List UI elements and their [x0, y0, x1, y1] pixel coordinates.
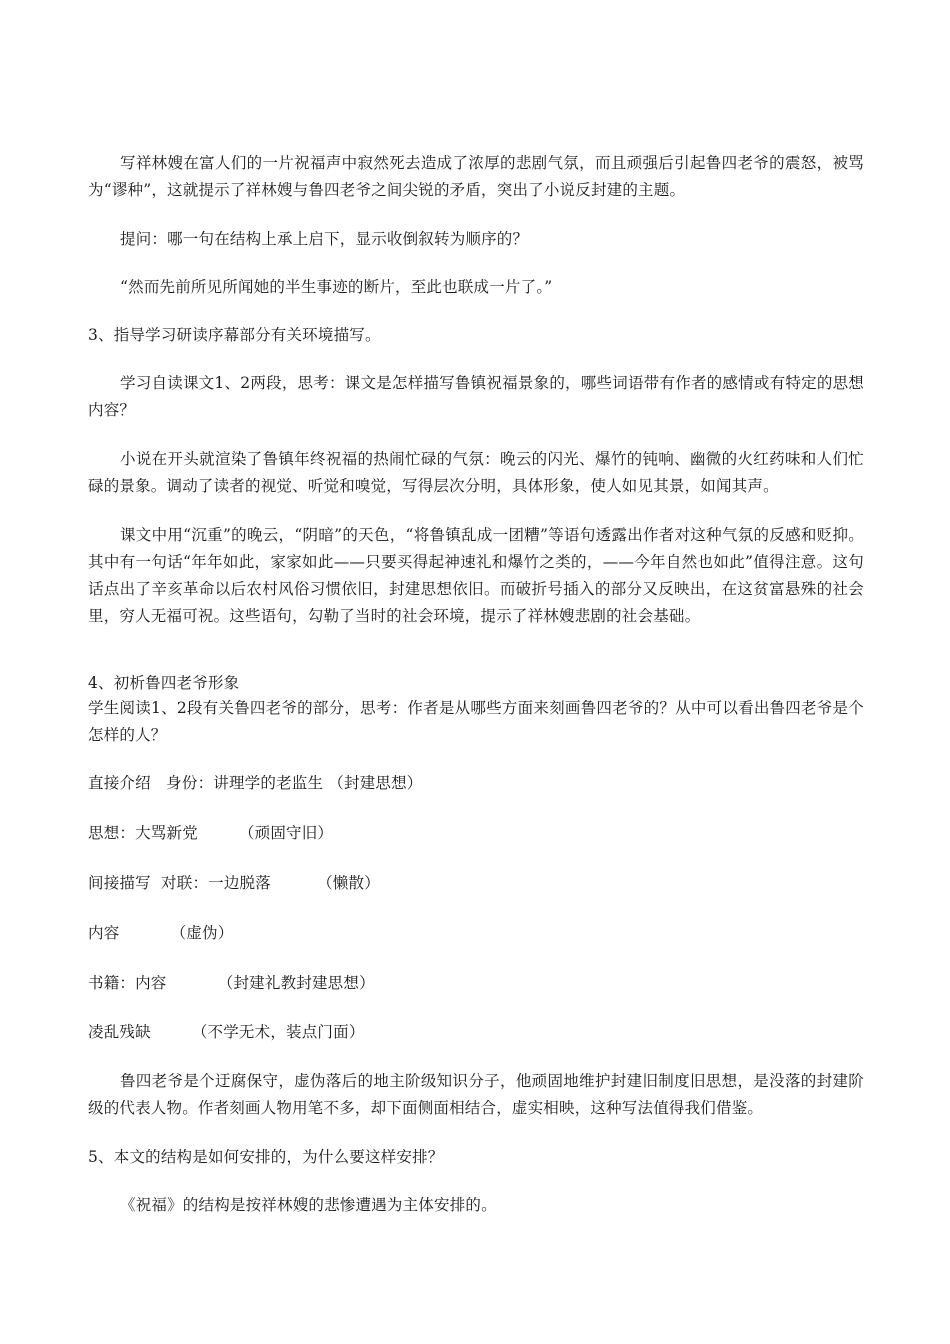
- outline-disorder: 凌乱残缺 （不学无术，装点门面）: [88, 1023, 365, 1041]
- paragraph-character-summary: 鲁四老爷是个迂腐保守，虚伪落后的地主阶级知识分子，他顽固地维护封建旧制度旧思想，是没落的封建阶级的代表人物。作者刻画人物用笔不多，却下面侧面相结合，虚实相映，这种写法值得我们借鉴。: [88, 1072, 864, 1117]
- paragraph-structure-answer: 《祝福》的结构是按祥林嫂的悲惨遭遇为主体安排的。: [120, 1196, 497, 1214]
- paragraph-quote: “然而先前所见所闻她的半生事迹的断片，至此也联成一片了。”: [120, 278, 553, 296]
- outline-indirect-couplet: 间接描写 对联：一边脱落 （懒散）: [88, 874, 380, 892]
- heading-section-5: 5、本文的结构是如何安排的，为什么要这样安排？: [88, 1148, 444, 1166]
- outline-direct-intro: 直接介绍 身份：讲理学的老监生 （封建思想）: [88, 774, 423, 792]
- paragraph-student-reading: 学生阅读1、2段有关鲁四老爷的部分，思考：作者是从哪些方面来刻画鲁四老爷的？从中可以看出鲁四老爷是个怎样的人？: [88, 699, 864, 744]
- paragraph-question-structure: 提问：哪一句在结构上承上启下，显示收倒叙转为顺序的？: [120, 230, 529, 248]
- paragraph-reading-task: 学习自读课文1、2两段，思考：课文是怎样描写鲁镇祝福景象的，哪些词语带有作者的感情或有特定的思想内容？: [88, 374, 864, 419]
- outline-content: 内容 （虚伪）: [88, 924, 234, 942]
- heading-section-3: 3、指导学习研读序幕部分有关环境描写。: [88, 326, 381, 344]
- heading-section-4: 4、初析鲁四老爷形象: [88, 674, 240, 692]
- paragraph-opening-atmosphere: 小说在开头就渲染了鲁镇年终祝福的热闹忙碌的气氛：晚云的闪光、爆竹的钝响、幽微的火红药味和人们忙碌的景象。调动了读者的视觉、听觉和嗅觉，写得层次分明，具体形象，使人如见其景，如闻其声。: [88, 450, 864, 495]
- paragraph-environment-analysis: 课文中用“沉重”的晚云，“阴暗”的天色，“将鲁镇乱成一团糟”等语句透露出作者对这种气氛的反感和贬抑。其中有一句话“年年如此，家家如此——只要买得起神速礼和爆竹之类的，——今年自然也如此”值得注意。这句话点出了辛亥革命以后农村风俗习惯依旧，封建思想依旧。而破折号插入的部分又反映出，在这贫富悬殊的社会里，穷人无福可祝。这些语句，勾勒了当时的社会环境，提示了祥林嫂悲剧的社会基础。: [88, 526, 864, 625]
- outline-books: 书籍：内容 （封建礼教封建思想）: [88, 974, 375, 992]
- paragraph-tragic-atmosphere: 写祥林嫂在富人们的一片祝福声中寂然死去造成了浓厚的悲剧气氛，而且顽强后引起鲁四老爷的震怒，被骂为“谬种”，这就提示了祥林嫂与鲁四老爷之间尖锐的矛盾，突出了小说反封建的主题。: [88, 154, 864, 199]
- outline-thought: 思想：大骂新党 （顽固守旧）: [88, 824, 334, 842]
